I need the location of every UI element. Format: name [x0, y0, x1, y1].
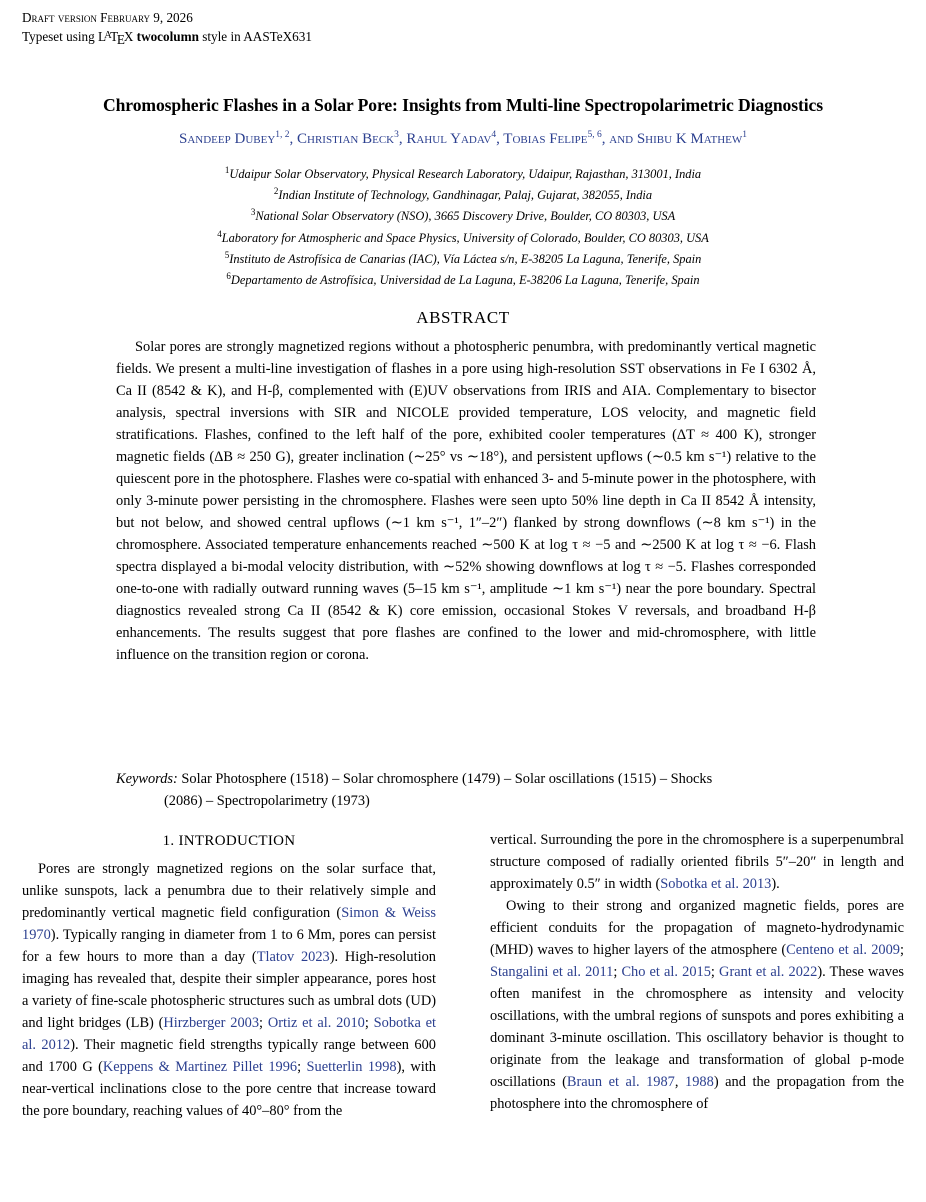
author-affil-marker: 1, 2 [275, 130, 290, 140]
text-run: ). High-resolution imaging has revealed that, despite their simpler appearance, pores host a variety of fine-scale photospheric structures such as umbral dots (UD) and light bridges (LB) ( [22, 948, 437, 1031]
preprint-header [22, 8, 312, 47]
affiliation-text: National Solar Observatory (NSO), 3665 Discovery Drive, Boulder, CO 80303, USA [255, 209, 676, 224]
citation-link[interactable]: Simon & Weiss 1970 [22, 904, 436, 943]
latex-e: E [116, 31, 125, 47]
typeset-line [22, 27, 312, 47]
typeset-style: twocolumn [136, 29, 199, 45]
affiliation-text: Indian Institute of Technology, Gandhinagar, Palaj, Gujarat, 382055, India [278, 188, 653, 203]
text-run: ), with near-vertical inclinations close to the pore centre that increase toward the pore boundary, reaching values of 40°–80° from the [22, 1058, 436, 1119]
text-run: Pores are strongly magnetized regions on the solar surface that, unlike sunspots, lack a penumbra due to their relatively simple and predominantly vertical magnetic field configuration ( [22, 860, 436, 921]
text-run: ; [364, 1014, 374, 1031]
author-affil-marker: 3 [394, 130, 399, 140]
affiliation-item [0, 248, 926, 269]
text-run: ). Typically ranging in diameter from 1 to 6 Mm, pores can persist for a few hours to more than a day ( [22, 926, 436, 965]
citation-link[interactable]: Stangalini et al. 2011 [490, 963, 614, 980]
author-entry [637, 131, 747, 147]
affiliation-marker: 1 [224, 165, 230, 175]
author-name: Tobias Felipe [503, 131, 588, 147]
citation-link[interactable]: Keppens & Martinez Pillet 1996 [102, 1058, 298, 1075]
affiliation-marker: 2 [273, 186, 279, 197]
draft-version-line: Draft version February 9, 2026 [22, 10, 193, 25]
text-run: Owing to their strong and organized magnetic fields, pores are efficient conduits for the propagation of magneto-hydrodynamic (MHD) waves to higher layers of the atmosphere ( [490, 897, 904, 958]
text-run: ; [900, 941, 904, 958]
author-name: Shibu K Mathew [636, 131, 743, 147]
affiliation-item [0, 205, 926, 226]
abstract-text: Solar pores are strongly magnetized regions without a photospheric penumbra, with predominantly vertical magnetic fields. We present a multi-line investigation of flashes in a pore using high-resolution SST observations in Fe I 6302 Å, Ca II (8542 & K), and H-β, complemented with (E)UV observations from IRIS and AIA. Complementary to bisector analysis, spectral inversions with SIR and NICOLE provided temperature, LOS velocity, and magnetic field stratifications. Flashes, confined to the left half of the pore, exhibited cooler temperatures (ΔT ≈ 400 K), stronger magnetic fields (ΔB ≈ 250 G), greater inclination (∼25° vs ∼18°), and persistent upflows (∼0.5 km s⁻¹) relative to the quiescent pore in the photosphere. Flashes were co-spatial with enhanced 3- and 5-minute power in the photosphere, with only 3-minute power persisting in the chromosphere. Flashes were seen upto 50% line depth in Ca II 8542 Å intensity, but not below, and showed central upflows (∼1 km s⁻¹, 1″–2″) flanked by strong downflows (∼8 km s⁻¹) in the chromosphere. Associated temperature enhancements reached ∼500 K at log τ ≈ −5 and ∼2500 K at log τ ≈ −6. Flash spectra displayed a bi-modal velocity distribution, with ∼52% showing downflows at log τ ≈ −5. Flashes corresponded one-to-one with radially outward running waves (5–15 km s⁻¹, amplitude ∼1 km s⁻¹) near the pore boundary. Spectral diagnostics revealed strong Ca II (8542 & K) core emission, occasional Stokes V reversals, and broadband H-β enhancements. The results suggest that pore flashes are confined to the lower and mid-chromosphere, with little influence on the transition region or corona. [116, 339, 816, 664]
paragraph-intro-2 [490, 830, 904, 896]
citation-link[interactable]: Ortiz et al. 2010 [267, 1014, 365, 1031]
citation-link[interactable]: Sobotka et al. 2013 [660, 875, 772, 892]
author-name: Rahul Yadav [406, 131, 492, 147]
citation-link[interactable]: Braun et al. 1987 [566, 1073, 675, 1090]
text-run: ). [771, 875, 780, 892]
affiliation-text: Departamento de Astrofísica, Universidad de La Laguna, E-38206 La Laguna, Tenerife, Spain [230, 273, 700, 288]
keywords-line-2: (2086) – Spectropolarimetry (1973) [164, 793, 370, 810]
latex-x: X [123, 29, 137, 45]
citation-link[interactable]: Cho et al. 2015 [621, 963, 711, 980]
author-name: Sandeep Dubey [179, 131, 276, 147]
citation-link[interactable]: Sobotka et al. 2012 [22, 1014, 436, 1053]
author-affil-marker: 1 [742, 130, 747, 140]
citation-link[interactable]: Suetterlin 1998 [306, 1058, 397, 1075]
text-run: ; [613, 963, 622, 980]
text-run: , [674, 1073, 686, 1090]
text-run: vertical. Surrounding the pore in the chromosphere is a superpenumbral structure composed of radially oriented fibrils 5″–20″ in length and approximately 0.5″ in width ( [490, 832, 904, 892]
author-entry: Tobias Felipe$^{5, 6}$, [503, 130, 606, 147]
affiliation-item [0, 184, 926, 205]
text-run: ). These waves often manifest in the chromosphere as intensity and velocity oscillations, with the umbral regions of sunspots and pores exhibiting a dominant 3-minute oscillation. This oscillatory behavior is thought to originate from the leakage and transformation of global p-mode oscillations ( [490, 963, 904, 1090]
abstract-heading: ABSTRACT [416, 308, 510, 327]
citation-link[interactable]: Centeno et al. 2009 [786, 941, 900, 958]
author-list [0, 130, 926, 148]
latex-t: T [110, 29, 119, 45]
affiliation-item [0, 269, 926, 290]
affiliation-marker: 4 [217, 228, 222, 239]
affiliation-text: Instituto de Astrofísica de Canarias (IAC), Vía Láctea s/n, E-38205 La Laguna, Tenerife, Spain [229, 252, 702, 266]
affiliation-item [0, 163, 926, 184]
section-title: INTRODUCTION [178, 833, 296, 849]
author-entry: Sandeep Dubey$^{1, 2}$, [179, 130, 294, 147]
affiliation-marker: 6 [226, 271, 231, 282]
paragraph-intro-1 [22, 859, 436, 1123]
keywords-label: Keywords: [116, 771, 178, 787]
typeset-post: style in AASTeX631 [198, 29, 312, 45]
affiliation-item [0, 227, 926, 248]
body-column-left [22, 830, 436, 1123]
latex-a: A [104, 29, 112, 41]
citation-link[interactable]: 1988 [685, 1073, 714, 1090]
author-affil-marker: 4 [491, 130, 497, 140]
affiliation-marker: 5 [224, 249, 230, 260]
body-column-right [490, 830, 904, 1116]
author-name: Christian Beck [297, 131, 395, 147]
text-run: ; [297, 1058, 307, 1075]
citation-link[interactable]: Hirzberger 2003 [163, 1014, 260, 1031]
author-conjunction: and [609, 131, 634, 147]
keywords-block [116, 768, 816, 813]
paragraph-intro-3 [490, 896, 904, 1116]
text-run: ). Their magnetic field strengths typically range between 600 and 1700 G ( [22, 1036, 436, 1075]
text-run: ) and the propagation from the photosphere into the chromosphere of [490, 1073, 904, 1112]
citation-link[interactable]: Tlatov 2023 [256, 948, 330, 965]
two-column-body [22, 830, 904, 1202]
text-run: ; [710, 963, 720, 980]
affiliation-text: Udaipur Solar Observatory, Physical Research Laboratory, Udaipur, Rajasthan, 313001, India [229, 167, 702, 182]
section-number: 1. [162, 833, 175, 849]
text-run: ; [259, 1014, 268, 1031]
page-title: Chromospheric Flashes in a Solar Pore: Insights from Multi-line Spectropolarimetric Diagnostics [103, 95, 823, 115]
keywords-line-1: Solar Photosphere (1518) – Solar chromosphere (1479) – Solar oscillations (1515) – Shocks [177, 771, 713, 787]
affiliation-marker: 3 [250, 207, 256, 218]
typeset-pre: Typeset using L [22, 29, 107, 45]
author-entry: Christian Beck$^3$, [297, 130, 403, 147]
citation-link[interactable]: Grant et al. 2022 [719, 963, 818, 980]
affiliation-text: Laboratory for Atmospheric and Space Physics, University of Colorado, Boulder, CO 80303, USA [221, 230, 709, 245]
author-entry: Rahul Yadav$^4$, [406, 130, 500, 147]
affiliation-list [0, 163, 926, 290]
author-affil-marker: 5, 6 [587, 130, 602, 140]
section-heading-introduction [22, 830, 436, 853]
